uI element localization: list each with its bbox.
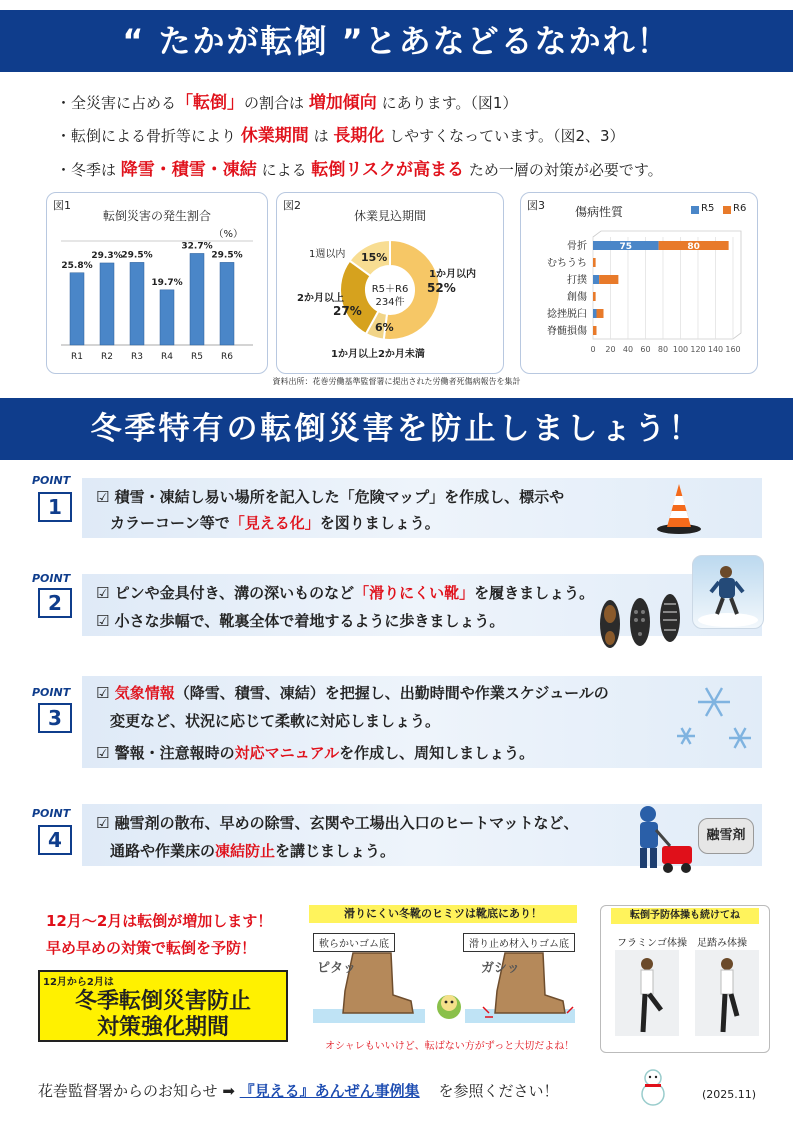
bullet-text: ・冬季は: [56, 161, 117, 179]
snow-blower-worker-icon: [630, 800, 702, 880]
point-2-line-1: [96, 582, 594, 603]
exercise-title: 転倒予防体操も続けてね: [611, 908, 759, 924]
emphasis: 休業期間: [240, 126, 309, 146]
point-label: POINT: [32, 572, 71, 585]
fig1-bar: [190, 253, 204, 345]
bullet-text: しやすくなっています。（図2、3）: [389, 127, 625, 145]
emphasis: 「見える化」: [229, 514, 320, 532]
fig3-category-label: 骨折: [567, 241, 587, 252]
footer-lead: 花巻監督署からのお知らせ ➡: [38, 1082, 235, 1100]
fig3-category-label: 脊髄損傷: [547, 326, 587, 337]
shoe-title: 滑りにくい冬靴のヒミツは靴底にあり！: [309, 905, 577, 923]
header-banner: [0, 10, 793, 72]
shoe-right-label: 滑り止め材入りゴム底: [463, 933, 575, 952]
point-number-3: 3: [38, 703, 72, 733]
fig2-label-1month: 1か月以内: [429, 269, 476, 280]
fig3-bar-r6: [593, 292, 596, 301]
fig3-value-label: 80: [687, 242, 700, 252]
fig3-number: 図3: [527, 199, 545, 212]
traffic-cone-icon: [655, 480, 703, 536]
intro-bullet-3: [56, 155, 663, 180]
fig1-category-label: R1: [71, 352, 83, 362]
text: （降雪、積雪、凍結）を把握し、出勤時間や作業スケジュールの: [174, 684, 609, 702]
fig1-bar: [160, 290, 174, 345]
bullet-text: ため一層の対策が必要です。: [468, 161, 663, 179]
exercise-photos: [615, 950, 763, 1036]
text: を履きましょう。: [474, 584, 595, 602]
fig3-bar-r6: [593, 258, 596, 267]
fig1-value-label: 25.8%: [61, 260, 93, 271]
emphasis: 「転倒」: [176, 93, 245, 113]
person-walking-in-snow-image: [692, 555, 764, 629]
fig2-center-count: 234件: [375, 297, 405, 308]
point-3-line-2: 変更など、状況に応じて柔軟に対応しましょう。: [110, 712, 441, 730]
footer-text: [38, 1080, 558, 1101]
point-number-1: 1: [38, 492, 72, 522]
fig3-bar-r6: [593, 326, 597, 335]
shoe-soles-icon: [596, 590, 688, 660]
campaign-title-2: 対策強化期間: [96, 1015, 229, 1040]
bullet-text: にあります。（図1）: [381, 94, 518, 112]
fig2-label-1week: 1週以内: [309, 249, 346, 260]
campaign-title-1: 冬季転倒災害防止: [74, 989, 251, 1014]
fig1-chart: [47, 193, 267, 373]
exercise-right-label: 足踏み体操: [697, 938, 747, 949]
snow-melter-label: 融雪剤: [706, 828, 746, 843]
fig3-xtick: 60: [640, 345, 651, 354]
fig3-xtick: 160: [725, 345, 741, 354]
fig3-category-label: 捻挫脱臼: [547, 309, 587, 320]
exercise-box: [600, 905, 770, 1053]
fig3-category-label: 創傷: [567, 292, 587, 303]
fig1-panel: [46, 192, 268, 374]
legend-r6: R6: [733, 203, 747, 214]
fig3-chart: [521, 193, 757, 373]
fig2-label-2month: 2か月以上: [297, 293, 344, 304]
sfx-left: ピタッ: [317, 961, 357, 976]
footer-trail: を参照ください！: [438, 1082, 559, 1100]
source-note: 資料出所：花巻労働基準監督署に提出された労働者死傷病報告を集計: [272, 377, 521, 386]
fig1-value-label: 29.5%: [211, 250, 243, 261]
fig3-xtick: 0: [590, 345, 596, 354]
fig3-bar-r5: [593, 309, 597, 318]
campaign-period-box: [38, 970, 288, 1042]
sfx-right: ガシッ: [481, 961, 520, 976]
emphasis: 転倒リスクが高まる: [311, 160, 465, 180]
fig3-bar-r6: [599, 275, 618, 284]
text: ☑: [96, 684, 110, 702]
fig3-category-label: むちうち: [547, 258, 587, 269]
point-3-line-1: [96, 682, 609, 703]
fig3-bar-r6: [597, 309, 604, 318]
fig1-title: 転倒災害の発生割合: [102, 209, 211, 223]
fig3-value-label: 75: [619, 242, 633, 252]
point-4-line-1: ☑ 融雪剤の散布、早めの除雪、玄関や工場出入口のヒートマットなど、: [96, 814, 579, 832]
bullet-text: ・転倒による骨折等により: [56, 127, 237, 145]
campaign-months: 12月から2月は: [43, 977, 114, 988]
point-number-2: 2: [38, 588, 72, 618]
fig1-category-label: R2: [101, 352, 113, 362]
emphasis: 増加傾向: [308, 93, 377, 113]
fig1-unit: （%）: [213, 229, 243, 240]
fig1-bar: [70, 273, 84, 345]
text: カラーコーン等で: [110, 514, 230, 532]
point-number-4: 4: [38, 825, 72, 855]
issue-date: (2025.11): [702, 1088, 757, 1101]
fig3-xtick: 120: [690, 345, 706, 354]
point-label: POINT: [32, 686, 71, 699]
fig2-label-1to2month: 1か月以上2か月未満: [331, 349, 425, 360]
snow-melter-bag: [698, 818, 754, 854]
fig3-xtick: 140: [707, 345, 724, 354]
legend-r5: R5: [701, 203, 715, 214]
exercise-left-label: フラミンゴ体操: [617, 938, 687, 949]
fig1-category-label: R5: [191, 352, 203, 362]
case-collection-link[interactable]: 『見える』あんぜん事例集: [239, 1082, 420, 1100]
fig1-category-label: R6: [221, 352, 233, 362]
intro-bullet-1: [56, 88, 517, 113]
fig2-value-1to2month: 6%: [375, 321, 394, 334]
text: ☑ 警報・注意報時の: [96, 744, 235, 762]
emphasis: 「滑りにくい靴」: [354, 584, 475, 602]
fig1-category-label: R3: [131, 352, 143, 362]
point-1-line-2: [110, 512, 440, 533]
emphasis: 気象情報: [114, 684, 175, 702]
shoe-caption: オシャレもいいけど、転ばない方がずっと大切だよね！: [325, 1041, 575, 1052]
fig2-value-2month: 27%: [333, 304, 362, 318]
fig2-value-1week: 15%: [361, 251, 388, 264]
text: を図りましょう。: [319, 514, 440, 532]
fig3-bar-r5: [593, 275, 599, 284]
fig2-title: 休業見込期間: [353, 209, 426, 223]
fig1-bar: [100, 263, 114, 345]
fig1-category-label: R4: [161, 352, 173, 362]
intro-bullet-2: [56, 121, 625, 146]
snowman-icon: [636, 1066, 670, 1106]
point-label: POINT: [32, 474, 71, 487]
fig3-title: 傷病性質: [574, 205, 623, 219]
text: を講じましょう。: [275, 842, 396, 860]
fig3-category-label: 打撲: [567, 275, 587, 286]
point-3-line-3: [96, 742, 534, 763]
fig3-xtick: 100: [672, 345, 689, 354]
shoe-comparison: [305, 905, 583, 1051]
warning-prevent: 早め早めの対策で転倒を予防！: [46, 939, 257, 957]
fig3-xtick: 80: [657, 345, 669, 354]
section2-title: 冬季特有の転倒災害を防止しましょう！: [90, 411, 703, 447]
fig1-value-label: 29.5%: [121, 250, 153, 261]
text: 通路や作業床の: [110, 842, 216, 860]
snowflake-icons: [670, 680, 765, 756]
point-4-line-2: [110, 840, 395, 861]
bullet-text: の割合は: [244, 94, 305, 112]
fig2-number: 図2: [283, 199, 301, 212]
fig1-value-label: 32.7%: [181, 241, 213, 252]
point-2-line-2: ☑ 小さな歩幅で、靴裏全体で着地するように歩きましょう。: [96, 612, 505, 630]
page-title: “ たかが転倒 ”とあなどるなかれ！: [122, 22, 671, 60]
shoe-left-label: 軟らかいゴム底: [313, 933, 395, 952]
warning-increase: 12月～2月は転倒が増加します！: [46, 912, 273, 930]
bullet-text: は: [313, 127, 329, 145]
emphasis: 長期化: [333, 126, 385, 146]
fig1-bar: [130, 262, 144, 345]
emphasis: 対応マニュアル: [234, 744, 340, 762]
fig1-number: 図1: [53, 199, 71, 212]
fig2-value-1month: 52%: [427, 281, 456, 295]
bullet-text: による: [261, 161, 307, 179]
point-1-line-1: ☑ 積雪・凍結し易い場所を記入した「危険マップ」を作成し、標示や: [96, 488, 565, 506]
fig3-xtick: 20: [605, 345, 616, 354]
emphasis: 凍結防止: [215, 842, 276, 860]
text: を作成し、周知しましょう。: [339, 744, 535, 762]
walker-icon: [693, 556, 763, 628]
text: ☑ ピンや金具付き、溝の深いものなど: [96, 584, 355, 602]
fig2-panel: [276, 192, 504, 374]
fig3-xtick: 40: [622, 345, 634, 354]
fig1-value-label: 19.7%: [151, 277, 183, 288]
point-label: POINT: [32, 807, 71, 820]
fig2-center-label: R5＋R6: [371, 284, 409, 295]
fig3-panel: [520, 192, 758, 374]
fig1-value-label: 29.3%: [91, 250, 123, 261]
fig1-bar: [220, 262, 234, 345]
emphasis: 降雪・積雪・凍結: [120, 160, 257, 180]
section2-banner: [0, 398, 793, 460]
bullet-text: ・全災害に占める: [56, 94, 177, 112]
